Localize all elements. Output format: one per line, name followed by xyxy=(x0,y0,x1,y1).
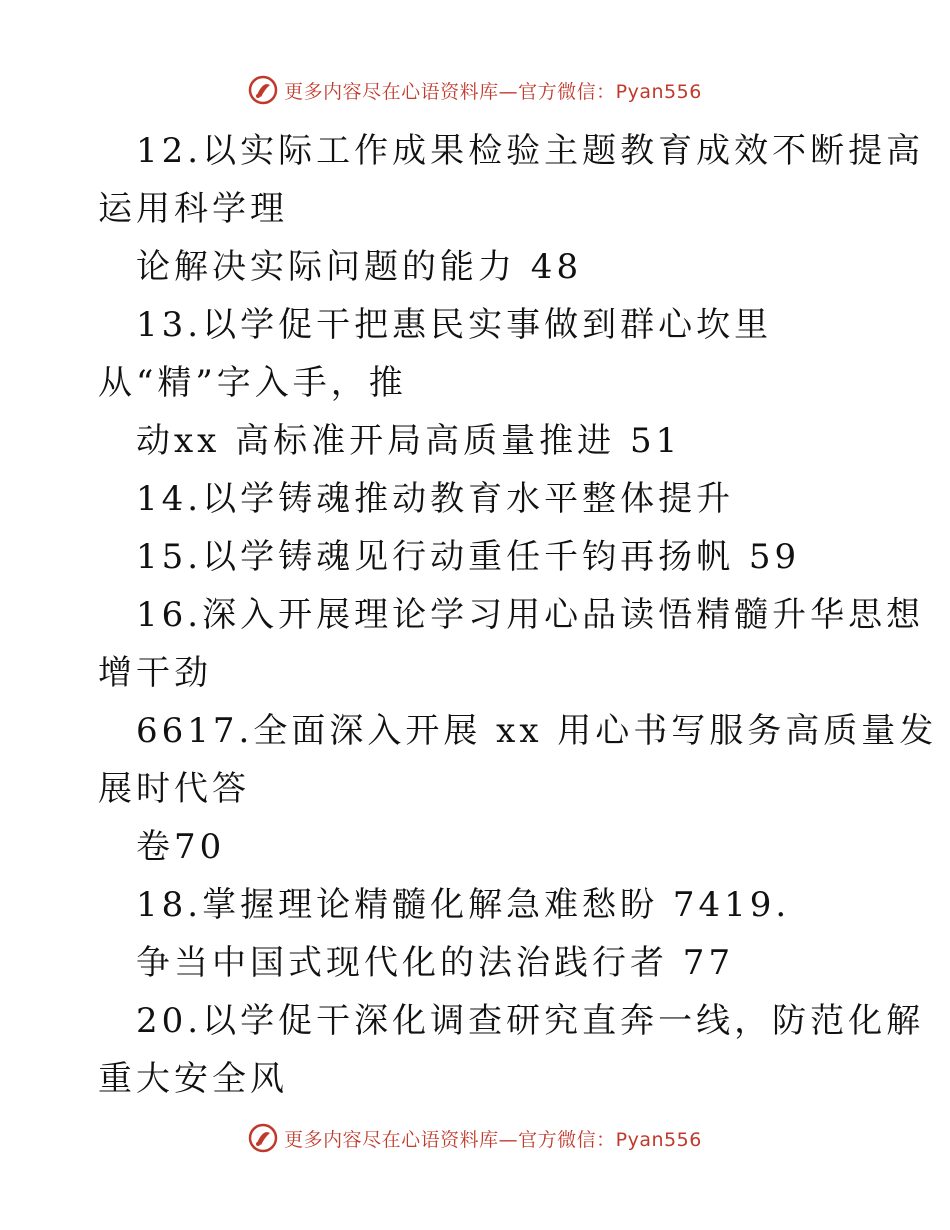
brand-logo-icon xyxy=(248,1123,278,1153)
toc-line-11: 6617.全面深入开展 xx 用心书写服务高质量发 xyxy=(136,711,938,751)
brand-logo-icon xyxy=(248,75,278,105)
toc-line-10: 增干劲 xyxy=(98,653,212,693)
toc-line-8: 15.以学铸魂见行动重任千钧再扬帆 59 xyxy=(136,537,801,577)
toc-line-12: 展时代答 xyxy=(98,769,250,809)
toc-line-17: 重大安全风 xyxy=(98,1059,288,1099)
footer-watermark xyxy=(0,1118,950,1158)
header-watermark xyxy=(0,70,950,110)
toc-line-7: 14.以学铸魂推动教育水平整体提升 xyxy=(136,479,735,519)
toc-line-16: 20.以学促干深化调查研究直奔一线，防范化解 xyxy=(136,1001,925,1041)
watermark-text: 更多内容尽在心语资料库—官方微信：Pyan556 xyxy=(284,1128,702,1151)
toc-line-2: 运用科学理 xyxy=(98,189,288,229)
toc-line-1: 12.以实际工作成果检验主题教育成效不断提高 xyxy=(136,131,925,171)
document-body xyxy=(98,122,938,1108)
toc-line-14: 18.掌握理论精髓化解急难愁盼 7419. xyxy=(136,885,791,925)
toc-line-5: 从“精”字入手，推 xyxy=(98,363,407,403)
toc-line-13: 卷70 xyxy=(136,827,226,867)
toc-line-4: 13.以学促干把惠民实事做到群心坎里 xyxy=(136,305,773,345)
toc-line-6: 动xx 高标准开局高质量推进 51 xyxy=(136,421,682,461)
toc-line-3: 论解决实际问题的能力 48 xyxy=(136,247,583,287)
toc-line-9: 16.深入开展理论学习用心品读悟精髓升华思想 xyxy=(136,595,925,635)
watermark-text: 更多内容尽在心语资料库—官方微信：Pyan556 xyxy=(284,80,702,103)
toc-line-15: 争当中国式现代化的法治践行者 77 xyxy=(136,943,735,983)
